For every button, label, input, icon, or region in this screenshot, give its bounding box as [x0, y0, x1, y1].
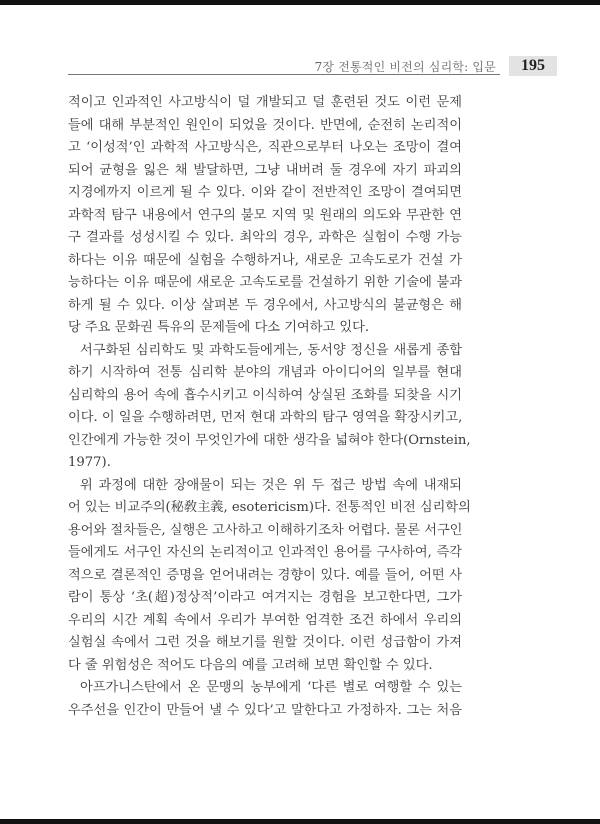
text-line: 우주선을 인간이 만들어 낼 수 있다’고 말한다고 가정하자. 그는 처음 [68, 702, 462, 718]
text-line: 들에 대해 부분적인 원인이 되었을 것이다. 반면에, 순전히 논리적이 [68, 117, 462, 133]
text-line: 능하다는 이유 때문에 새로운 고속도로를 건설하기 위한 기술에 불과 [68, 275, 462, 290]
text-line: 람이 통상 ‘초(超)정상적’이라고 여겨지는 경험을 보고한다면, 그가 [68, 590, 462, 605]
text-line: 하게 될 수 있다. 이상 살펴본 두 경우에서, 사고방식의 불균형은 해 [68, 297, 462, 313]
text-line: 실험실 속에서 그런 것을 해보기를 원할 것이다. 이런 성급함이 가져 [68, 635, 462, 650]
text-line: 이다. 이 일을 수행하려면, 먼저 현대 과학의 탐구 영역을 확장시키고, [68, 410, 463, 425]
text-line: 1977). [68, 455, 111, 470]
top-border [0, 0, 600, 5]
text-line: 과학적 탐구 내용에서 연구의 불모 지역 및 원래의 의도와 무관한 연 [68, 207, 462, 223]
text-line: 당 주요 문화권 특유의 문제들에 다소 기여하고 있다. [68, 320, 370, 335]
text-line: 적으로 결론적인 증명을 얻어내려는 경향이 있다. 예를 들어, 어떤 사 [68, 567, 462, 583]
text-line: 지경에까지 이르게 될 수 있다. 이와 같이 전반적인 조망이 결여되면 [68, 185, 462, 200]
text-line: 인간에게 가능한 것이 무엇인가에 대한 생각을 넓혀야 한다(Ornstein, [68, 432, 471, 448]
text-line: 구 결과를 성성시킬 수 있다. 최악의 경우, 과학은 실험이 수행 가능 [68, 230, 462, 245]
text-line: 하기 시작하여 전통 심리학 분야의 개념과 아이디어의 일부를 현대 [68, 365, 462, 380]
text-line: 심리학의 용어 속에 흡수시키고 이식하여 상실된 조화를 되찾을 시기 [68, 387, 462, 403]
bottom-border [0, 819, 600, 824]
running-header: 7장 전통적인 비전의 심리학: 입문 [314, 60, 496, 74]
text-line: 용어와 절차들은, 실행은 고사하고 이해하기조차 어렵다. 물론 서구인 [68, 522, 463, 538]
paragraph-first-line: 서구화된 심리학도 및 과학도들에게는, 동서양 정신을 새롭게 종합 [80, 342, 462, 358]
page-number: 195 [509, 56, 557, 76]
header-rule [68, 74, 500, 75]
paragraph-first-line: 아프가니스탄에서 온 문맹의 농부에게 ‘다른 별로 여행할 수 있는 [80, 680, 462, 695]
text-line: 하다는 이유 때문에 실험을 수행하거나, 새로운 고속도로가 건설 가 [68, 252, 462, 268]
text-line: 되어 균형을 잃은 채 발달하면, 그냥 내버려 둘 경우에 자기 파괴의 [68, 162, 462, 178]
text-line: 우리의 시간 계획 속에서 우리가 부여한 엄격한 조건 하에서 우리의 [68, 612, 462, 628]
text-line: 적이고 인과적인 사고방식이 덜 개발되고 덜 훈련된 것도 이런 문제 [68, 95, 462, 110]
text-line: 어 있는 비교주의(秘敎主義, esotericism)다. 전통적인 비전 심리학의 [68, 500, 471, 515]
text-line: 고 ‘이성적’인 과학적 사고방식은, 직관으로부터 나오는 조망이 결여 [68, 140, 462, 155]
text-line: 다 줄 위험성은 적어도 다음의 예를 고려해 보면 확인할 수 있다. [68, 657, 433, 673]
paragraph-first-line: 위 과정에 대한 장애물이 되는 것은 위 두 접근 방법 속에 내재되 [80, 477, 462, 493]
text-line: 들에게도 서구인 자신의 논리적이고 인과적인 용어를 구사하여, 즉각 [68, 545, 462, 560]
